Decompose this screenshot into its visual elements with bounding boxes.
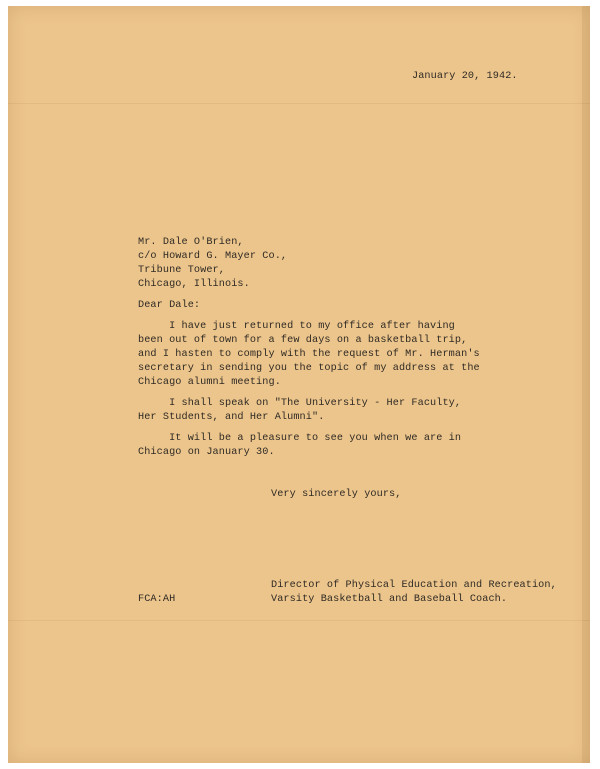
salutation: Dear Dale:	[138, 300, 201, 311]
signature-title-line: Varsity Basketball and Baseball Coach.	[271, 594, 508, 605]
body-line: I have just returned to my office after having	[138, 321, 455, 332]
paper-crease	[8, 620, 590, 621]
body-line: I shall speak on "The University - Her Faculty,	[138, 398, 462, 409]
body-line: Her Students, and Her Alumni".	[138, 412, 325, 423]
body-line: Chicago on January 30.	[138, 447, 275, 458]
letter-date: January 20, 1942.	[412, 71, 518, 82]
closing: Very sincerely yours,	[271, 489, 402, 500]
paper-edge-shadow	[582, 6, 590, 763]
address-line: Tribune Tower,	[138, 265, 225, 276]
body-line: and I hasten to comply with the request of Mr. Herman's	[138, 349, 480, 360]
body-line: secretary in sending you the topic of my address at the	[138, 363, 480, 374]
body-line: It will be a pleasure to see you when we are in	[138, 433, 462, 444]
address-line: Chicago, Illinois.	[138, 279, 250, 290]
address-line: c/o Howard G. Mayer Co.,	[138, 251, 288, 262]
address-line: Mr. Dale O'Brien,	[138, 237, 244, 248]
body-line: been out of town for a few days on a basketball trip,	[138, 335, 468, 346]
reference-initials: FCA:AH	[138, 594, 176, 605]
signature-title-line: Director of Physical Education and Recreation,	[271, 580, 557, 591]
body-line: Chicago alumni meeting.	[138, 377, 281, 388]
paper-crease	[8, 103, 590, 104]
letter-page	[8, 6, 590, 763]
